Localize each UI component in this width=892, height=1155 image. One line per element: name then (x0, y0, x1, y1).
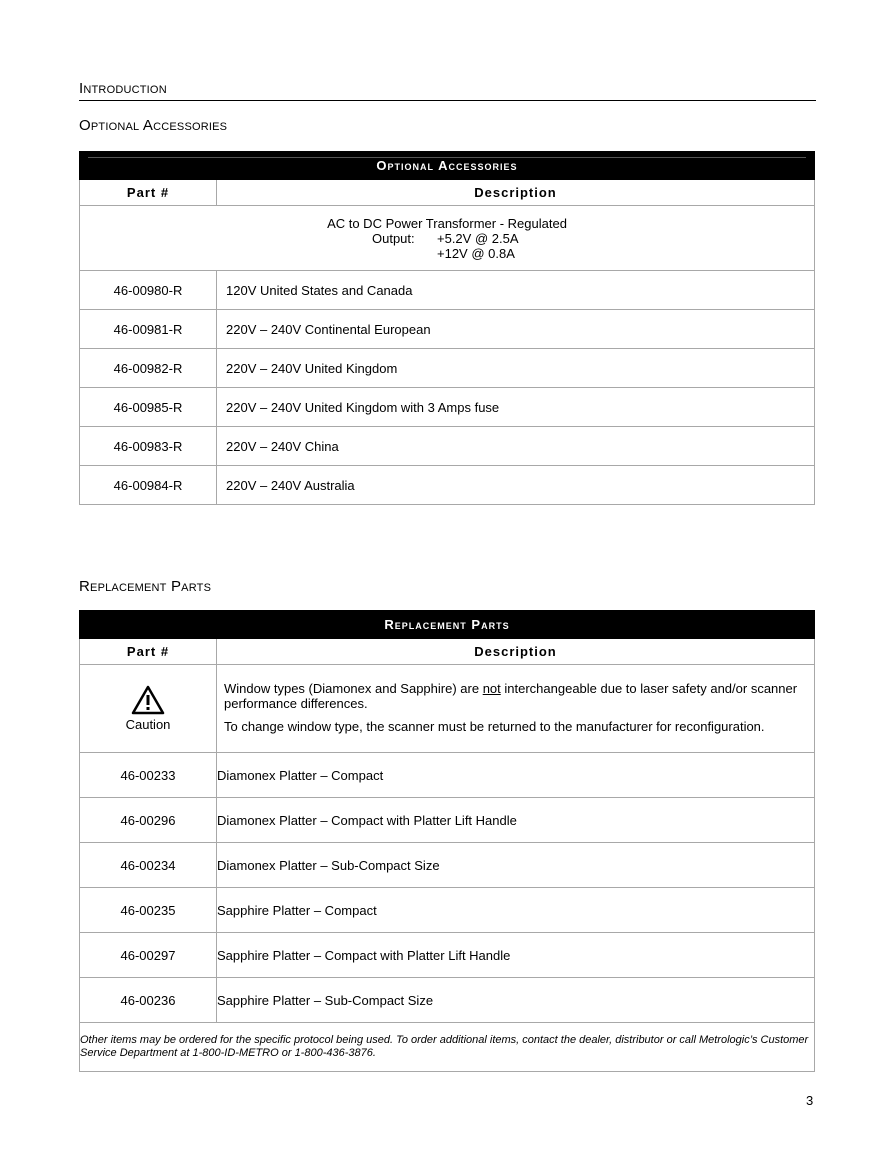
part-description: 120V United States and Canada (217, 271, 815, 310)
table-row (80, 753, 815, 798)
output-value-1: +5.2V @ 2.5A (437, 230, 519, 246)
transformer-spec-cell (80, 206, 815, 271)
caution-text (217, 665, 815, 753)
replacement-parts-heading: Replacement Parts (79, 578, 212, 595)
part-description: 220V – 240V United Kingdom with 3 Amps fuse (217, 388, 815, 427)
table-row (80, 310, 815, 349)
part-number: 46-00984-R (80, 466, 217, 505)
part-description: Diamonex Platter – Compact (217, 753, 815, 798)
caution-cell (80, 665, 217, 753)
part-description: 220V – 240V United Kingdom (217, 349, 815, 388)
table-row (80, 843, 815, 888)
table-row (80, 978, 815, 1023)
output-value-2: +12V @ 0.8A (437, 245, 515, 261)
warning-triangle-icon (131, 685, 165, 715)
table-row (80, 933, 815, 978)
table-row (80, 466, 815, 505)
table-row (80, 349, 815, 388)
caution-text-part: interchangeable due to laser safety and/or scanner performance differences. (224, 681, 798, 711)
part-description: Sapphire Platter – Sub-Compact Size (217, 978, 815, 1023)
part-number: 46-00233 (80, 753, 217, 798)
table-row (80, 271, 815, 310)
optional-accessories-heading: Optional Accessories (79, 117, 228, 134)
table-row (80, 798, 815, 843)
page-section-heading: Introduction (79, 80, 167, 97)
part-number: 46-00985-R (80, 388, 217, 427)
table-row (80, 427, 815, 466)
caution-emphasis: not (482, 681, 501, 696)
part-number: 46-00297 (80, 933, 217, 978)
table-title (80, 152, 815, 180)
caution-text-part: Window types (Diamonex and Sapphire) are (224, 681, 483, 696)
part-number: 46-00981-R (80, 310, 217, 349)
caution-label: Caution (125, 717, 171, 732)
column-header-description: Description (217, 639, 815, 665)
ordering-note: Other items may be ordered for the specific protocol being used. To order additional items, contact the dealer, distributor or call Metrologic’s Customer Service Department at 1-800-ID-METRO or 1-800-436-3876. (80, 1023, 815, 1072)
part-description: Diamonex Platter – Sub-Compact Size (217, 843, 815, 888)
part-number: 46-00236 (80, 978, 217, 1023)
part-number: 46-00983-R (80, 427, 217, 466)
part-description: Sapphire Platter – Compact with Platter Lift Handle (217, 933, 815, 978)
replacement-parts-table (79, 610, 815, 1072)
optional-accessories-table (79, 151, 815, 505)
part-number: 46-00235 (80, 888, 217, 933)
caution-paragraph: To change window type, the scanner must be returned to the manufacturer for reconfiguration. (224, 719, 765, 734)
part-number: 46-00982-R (80, 349, 217, 388)
column-header-part: Part # (80, 180, 217, 206)
part-description: Diamonex Platter – Compact with Platter Lift Handle (217, 798, 815, 843)
table-title-text: Optional Accessories (376, 158, 518, 173)
column-header-description: Description (217, 180, 815, 206)
table-title-text: Replacement Parts (384, 617, 510, 632)
output-label: Output: (372, 230, 415, 246)
caution-row (80, 665, 815, 753)
column-header-part: Part # (80, 639, 217, 665)
part-description: 220V – 240V Australia (217, 466, 815, 505)
page-number: 3 (806, 1093, 814, 1108)
part-number: 46-00980-R (80, 271, 217, 310)
part-description: Sapphire Platter – Compact (217, 888, 815, 933)
table-row (80, 388, 815, 427)
part-description: 220V – 240V China (217, 427, 815, 466)
caution-paragraph (224, 681, 806, 711)
table-row (80, 888, 815, 933)
transformer-title: AC to DC Power Transformer - Regulated (327, 215, 567, 231)
part-number: 46-00234 (80, 843, 217, 888)
part-description: 220V – 240V Continental European (217, 310, 815, 349)
table-title (80, 611, 815, 639)
heading-rule (79, 100, 816, 101)
part-number: 46-00296 (80, 798, 217, 843)
